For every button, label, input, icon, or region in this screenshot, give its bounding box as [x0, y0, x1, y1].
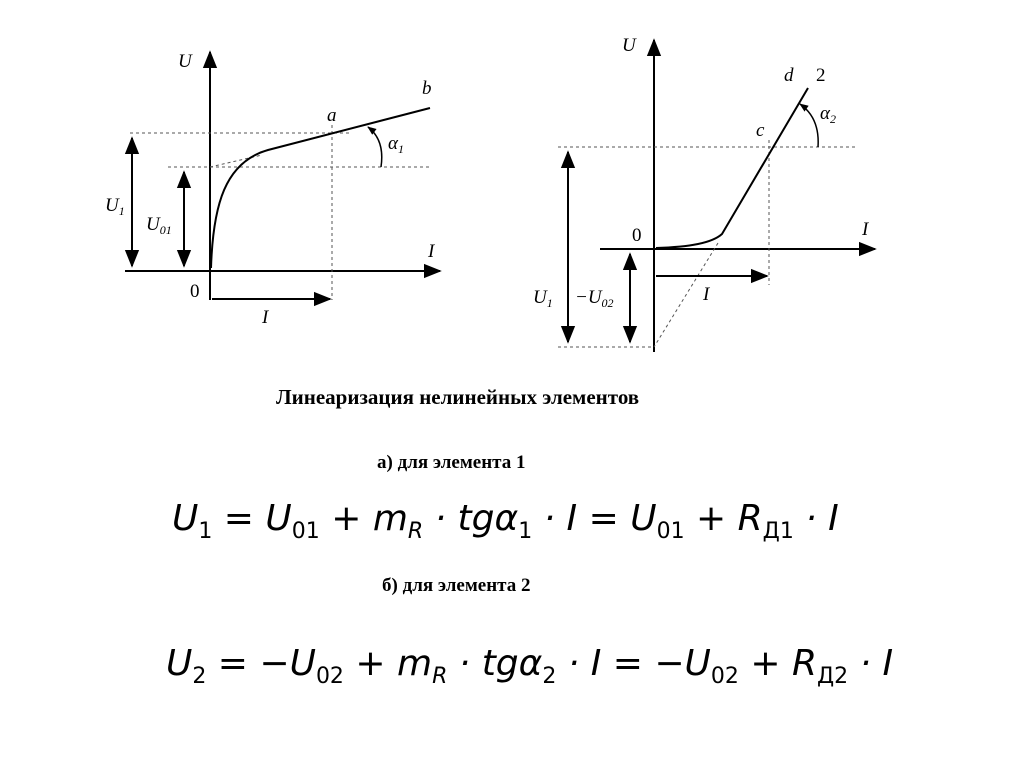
u01-label: $U_{01}$: [146, 214, 172, 237]
diagram-element-2: [533, 35, 875, 352]
u1-label-2: $U_1$: [533, 287, 553, 310]
diagram-element-1: [105, 51, 440, 328]
current-label-2: I: [703, 284, 710, 305]
current-label-1: I: [262, 307, 269, 328]
alpha1-arc: [368, 127, 382, 167]
figure-title: Линеаризация нелинейных элементов: [276, 385, 640, 409]
point-b-label: b: [422, 78, 432, 99]
y-axis-label-1: U: [178, 51, 192, 72]
dashed-tangent-extension: [210, 155, 262, 167]
x-axis-label-1: I: [428, 241, 435, 262]
formula-element-1: $U_1 = U_{01} + m_R \cdot tg\alpha_1 \cdot I = U_{01} + R_{Д1} \cdot I$: [172, 498, 839, 544]
case-a-caption: а) для элемента 1: [377, 452, 526, 473]
alpha2-label: $\alpha_2$: [820, 103, 836, 126]
x-axis-label-2: I: [862, 219, 869, 240]
alpha2-arc: [800, 104, 818, 147]
origin-label-2: 0: [632, 225, 642, 246]
alpha1-label: $\alpha_1$: [388, 133, 404, 156]
u02-label: $-U_{02}$: [575, 287, 614, 310]
point-d-label: d: [784, 65, 794, 86]
origin-label-1: 0: [190, 281, 200, 302]
characteristic-curve-2: [656, 88, 808, 248]
formula-element-2: $U_2 = -U_{02} + m_R \cdot tg\alpha_2 \cdot I = -U_{02} + R_{Д2} \cdot I$: [166, 643, 894, 689]
y-axis-label-2: U: [622, 35, 636, 56]
curve-2-label: 2: [816, 65, 826, 86]
case-b-caption: б) для элемента 2: [382, 575, 531, 596]
characteristic-curve-1: [211, 108, 430, 268]
point-a-label: a: [327, 105, 337, 126]
point-c-label: c: [756, 120, 765, 141]
u1-label-1: $U_1$: [105, 195, 125, 218]
